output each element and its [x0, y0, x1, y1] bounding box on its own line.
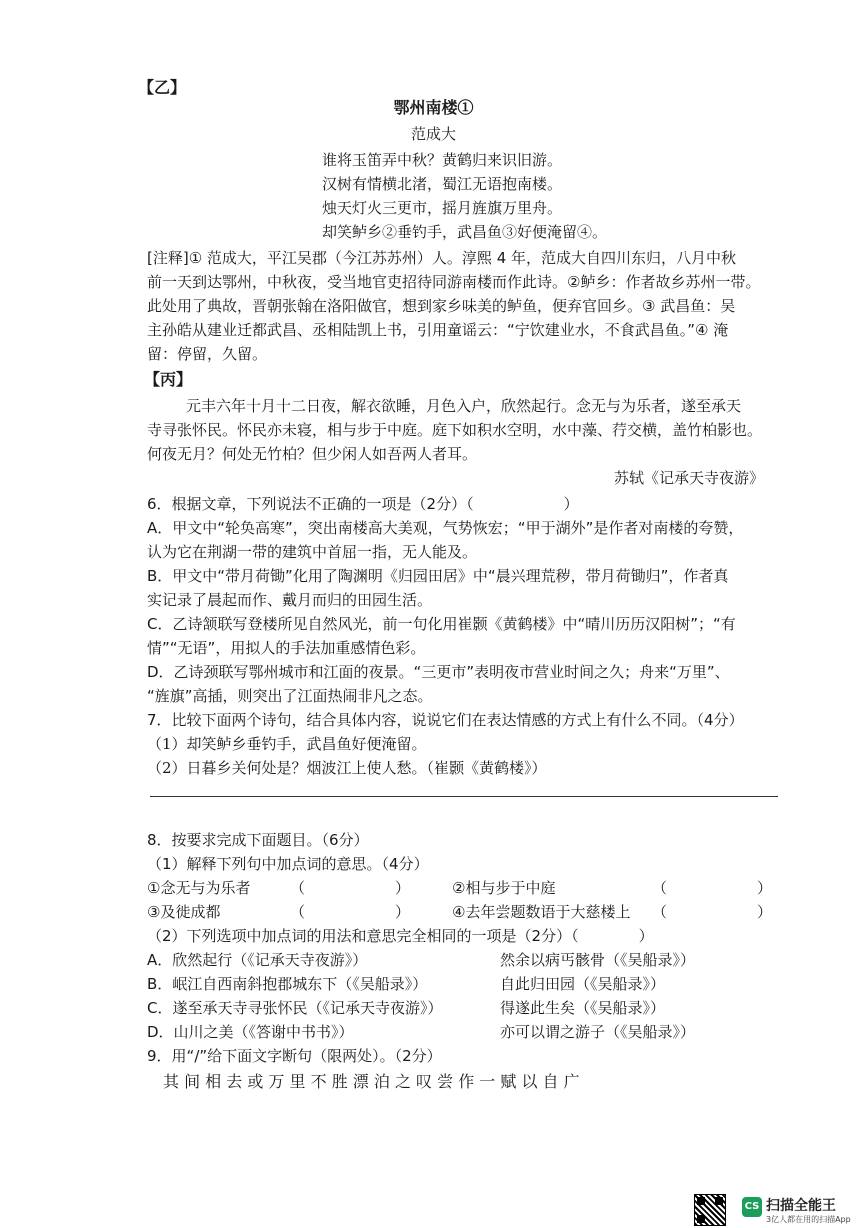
q9-text: 其 间 相 去 或 万 里 不 胜 漂 泊 之 叹 尝 作 一 赋 以 自 广: [163, 1072, 580, 1091]
q7-item: （2）日暮乡关何处是？烟波江上使人愁。（崔颢《黄鹤楼》）: [147, 759, 547, 777]
q8-sub1: （1）解释下列句中加点词的意思。（4分）: [147, 855, 429, 873]
q8-word-2: ②相与步于中庭: [452, 879, 556, 897]
q8-answer-blank[interactable]: （ ）: [652, 879, 773, 897]
q8-sub2: （2）下列选项中加点词的用法和意思完全相同的一项是（2分）（ ）: [147, 927, 654, 945]
watermark-slogan: 3亿人都在用的扫描App: [766, 1215, 851, 1224]
poem-line: 烛天灯火三更市，摇月旌旗万里舟。: [322, 199, 563, 217]
q8-answer-blank[interactable]: （ ）: [290, 879, 411, 897]
q8-choice-d-pair: 亦可以谓之游子（《吴船录》）: [500, 1023, 696, 1041]
qr-code-icon: [694, 1194, 726, 1226]
answer-line[interactable]: [150, 796, 778, 797]
q6-option-line: 实记录了晨起而作、戴月而归的田园生活。: [147, 591, 433, 609]
q8-choice-c-pair: 得遂此生矣（《吴船录》）: [500, 999, 666, 1017]
poem-line: 却笑鲈乡②垂钓手，武昌鱼③好便淹留④。: [322, 223, 608, 241]
prose-line: 何夜无月？何处无竹柏？但少闲人如吾两人者耳。: [147, 445, 478, 463]
q9-stem: 9．用“/”给下面文字断句（限两处）。（2分）: [147, 1047, 442, 1065]
q6-stem: 6．根据文章，下列说法不正确的一项是（2分）（ ）: [147, 495, 579, 513]
q8-stem: 8．按要求完成下面题目。（6分）: [147, 831, 369, 849]
q6-option-line: 认为它在荆湖一带的建筑中首屈一指，无人能及。: [147, 543, 478, 561]
q6-option-line: C．乙诗颔联写登楼所见自然风光，前一句化用崔颢《黄鹤楼》中“晴川历历汉阳树”；“有: [147, 615, 736, 633]
q8-answer-blank[interactable]: （ ）: [290, 903, 411, 921]
q8-choice-d: D．山川之美（《答谢中书书》）: [147, 1023, 354, 1041]
q6-option-line: 情”“无语”，用拟人的手法加重感情色彩。: [147, 639, 426, 657]
q8-choice-a: A．欣然起行（《记承天寺夜游》）: [147, 951, 368, 969]
poem-title: 鄂州南楼①: [393, 98, 474, 117]
watermark-brand: 扫描全能王: [766, 1198, 836, 1214]
prose-line: 寺寻张怀民。怀民亦未寝，相与步于中庭。庭下如积水空明，水中藻、荇交横，盖竹柏影也。: [147, 421, 763, 439]
q6-option-line: A．甲文中“轮奂高寒”，突出南楼高大美观，气势恢宏；“甲于湖外”是作者对南楼的夸赞，: [147, 519, 744, 537]
q6-option-line: B．甲文中“带月荷锄”化用了陶渊明《归园田居》中“晨兴理荒秽，带月荷锄归”，作者真: [147, 567, 729, 585]
q8-word-3: ③及徙成都: [147, 903, 221, 921]
q8-choice-b-pair: 自此归田园（《吴船录》）: [500, 975, 666, 993]
section-bing-label: 【丙】: [144, 370, 193, 389]
q8-word-1: ①念无与为乐者: [147, 879, 251, 897]
q6-option-line: “旌旗”高插，则突出了江面热闹非凡之态。: [147, 687, 433, 705]
note-line: 留：停留，久留。: [147, 345, 268, 363]
poem-author: 范成大: [410, 125, 456, 143]
poem-line: 谁将玉笛弄中秋？黄鹤归来识旧游。: [322, 151, 563, 169]
note-line: 主孙皓从建业迁都武昌、丞相陆凯上书，引用童谣云：“宁饮建业水，不食武昌鱼。”④ 淹: [147, 321, 729, 339]
q7-item: （1）却笑鲈乡垂钓手，武昌鱼好便淹留。: [147, 735, 427, 753]
note-line: 此处用了典故，晋朝张翰在洛阳做官，想到家乡味美的鲈鱼，便弃官回乡。③ 武昌鱼：吴: [147, 297, 736, 315]
section-yi-label: 【乙】: [138, 78, 187, 97]
note-line: [注释]① 范成大，平江吴郡（今江苏苏州）人。淳熙 4 年，范成大自四川东归，八月中秋: [147, 249, 737, 267]
q8-answer-blank[interactable]: （ ）: [652, 903, 773, 921]
q8-choice-c: C．遂至承天寺寻张怀民（《记承天寺夜游》）: [147, 999, 443, 1017]
scanner-watermark: [694, 1194, 864, 1226]
q6-option-line: D．乙诗颈联写鄂州城市和江面的夜景。“三更市”表明夜市营业时间之久；舟来“万里”、: [147, 663, 730, 681]
q8-word-4: ④去年尝题数语于大慈楼上: [452, 903, 631, 921]
prose-source: 苏轼《记承天寺夜游》: [614, 469, 765, 487]
camscanner-logo: CS: [742, 1197, 762, 1217]
q7-stem: 7．比较下面两个诗句，结合具体内容，说说它们在表达情感的方式上有什么不同。（4分）: [147, 711, 744, 729]
poem-line: 汉树有情横北渚，蜀江无语抱南楼。: [322, 175, 563, 193]
note-line: 前一天到达鄂州，中秋夜，受当地官吏招待同游南楼而作此诗。②鲈乡：作者故乡苏州一带。: [147, 273, 761, 291]
prose-line: 元丰六年十月十二日夜，解衣欲睡，月色入户，欣然起行。念无与为乐者，遂至承天: [186, 397, 742, 415]
q8-choice-a-pair: 然余以病丐骸骨（《吴船录》）: [500, 951, 696, 969]
q8-choice-b: B．岷江自西南斜抱郡城东下（《吴船录》）: [147, 975, 428, 993]
